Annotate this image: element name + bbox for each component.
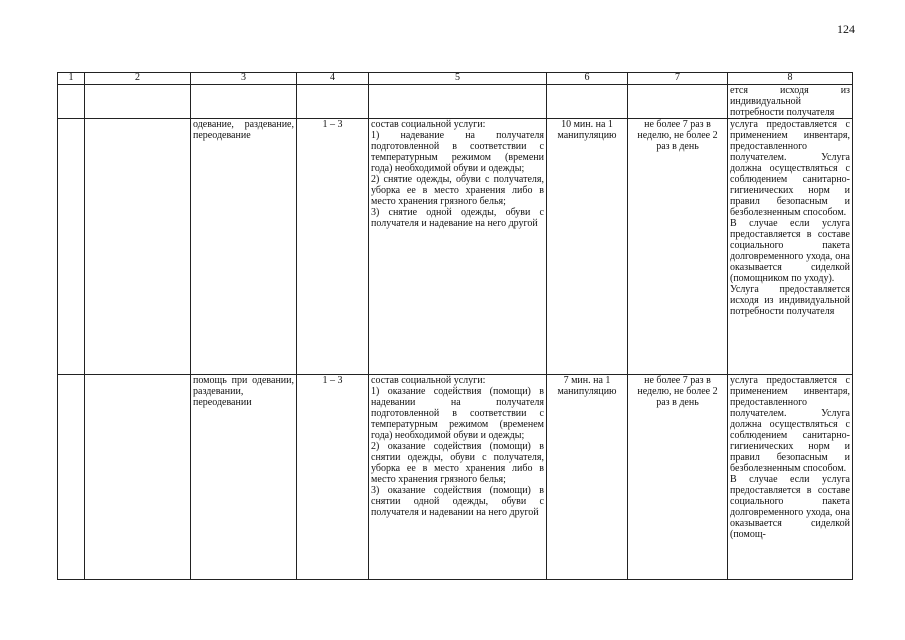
description-line: 1) надевание на получателя подготовленной в соответствии с температурным режимом (времени года) необходимой обуви и одежды; <box>371 130 544 174</box>
table-header-row <box>58 73 853 85</box>
header-cell: 1 <box>58 73 85 85</box>
conditions-paragraph: услуга предоставляется с применением инвентаря, предоставленного получателем. Услуга должна осуществляться с соблюдением санитарно-гигиенических норм и правил безопасным и безболезненным способом. <box>730 375 850 474</box>
cell-description <box>369 375 547 580</box>
cell-service-name: помощь при одевании, раздевании, переодевании <box>191 375 297 580</box>
conditions-paragraph: Услуга предоставляется исходя из индивидуальной потребности получателя <box>730 284 850 317</box>
cell-conditions <box>728 119 853 375</box>
conditions-paragraph: услуга предоставляется с применением инвентаря, предоставленного получателем. Услуга должна осуществляться с соблюдением санитарно-гигиенических норм и правил безопасным и безболезненным способом. <box>730 119 850 218</box>
cell-duration <box>547 85 628 119</box>
header-cell: 2 <box>85 73 191 85</box>
cell-section <box>85 119 191 375</box>
cell-conditions <box>728 375 853 580</box>
services-table <box>57 72 853 580</box>
header-cell: 7 <box>628 73 728 85</box>
header-cell: 4 <box>297 73 369 85</box>
description-line: 2) снятие одежды, обуви с получателя, уборка ее в место хранения либо в место хранения грязного белья; <box>371 174 544 207</box>
cell-description <box>369 85 547 119</box>
cell-section <box>85 375 191 580</box>
cell-duration: 10 мин. на 1 манипуляцию <box>547 119 628 375</box>
table-row <box>58 119 853 375</box>
conditions-paragraph: В случае если услуга предоставляется в составе социального пакета долговременного ухода, она оказывается сиделкой (помощ- <box>730 474 850 540</box>
description-line: 1) оказание содействия (помощи) в надевании на получателя подготовленной в соответствии с температурным режимом (временем года) необходимой обуви и одежды; <box>371 386 544 441</box>
cell-frequency <box>628 85 728 119</box>
cell-frequency: не более 7 раз в неделю, не более 2 раз в день <box>628 375 728 580</box>
description-line: 2) оказание содействия (помощи) в снятии одежды, обуви с получателя, уборка ее в место хранения либо в место хранения грязного белья; <box>371 441 544 485</box>
cell-service-name: одевание, раздевание, переодевание <box>191 119 297 375</box>
cell-duration: 7 мин. на 1 манипуляцию <box>547 375 628 580</box>
cell-number <box>58 119 85 375</box>
description-line: состав социальной услуги: <box>371 119 486 130</box>
cell-group: 1 – 3 <box>297 119 369 375</box>
cell-number <box>58 375 85 580</box>
cell-service-name <box>191 85 297 119</box>
header-cell: 6 <box>547 73 628 85</box>
cell-group: 1 – 3 <box>297 375 369 580</box>
conditions-paragraph: В случае если услуга предоставляется в составе социального пакета долговременного ухода, она оказывается сиделкой (помощником по уходу). <box>730 218 850 284</box>
description-line: 3) снятие одной одежды, обуви с получателя и надевание на него другой <box>371 207 544 229</box>
cell-conditions: ется исходя из индивидуальной потребности получателя <box>728 85 853 119</box>
cell-number <box>58 85 85 119</box>
cell-description <box>369 119 547 375</box>
description-line: состав социальной услуги: <box>371 375 486 386</box>
cell-group <box>297 85 369 119</box>
table-row <box>58 375 853 580</box>
table-row <box>58 85 853 119</box>
cell-frequency: не более 7 раз в неделю, не более 2 раз в день <box>628 119 728 375</box>
header-cell: 5 <box>369 73 547 85</box>
header-cell: 8 <box>728 73 853 85</box>
header-cell: 3 <box>191 73 297 85</box>
page-number: 124 <box>837 22 855 36</box>
cell-section <box>85 85 191 119</box>
description-line: 3) оказание содействия (помощи) в снятии одной одежды, обуви с получателя и надевании на него другой <box>371 485 544 518</box>
